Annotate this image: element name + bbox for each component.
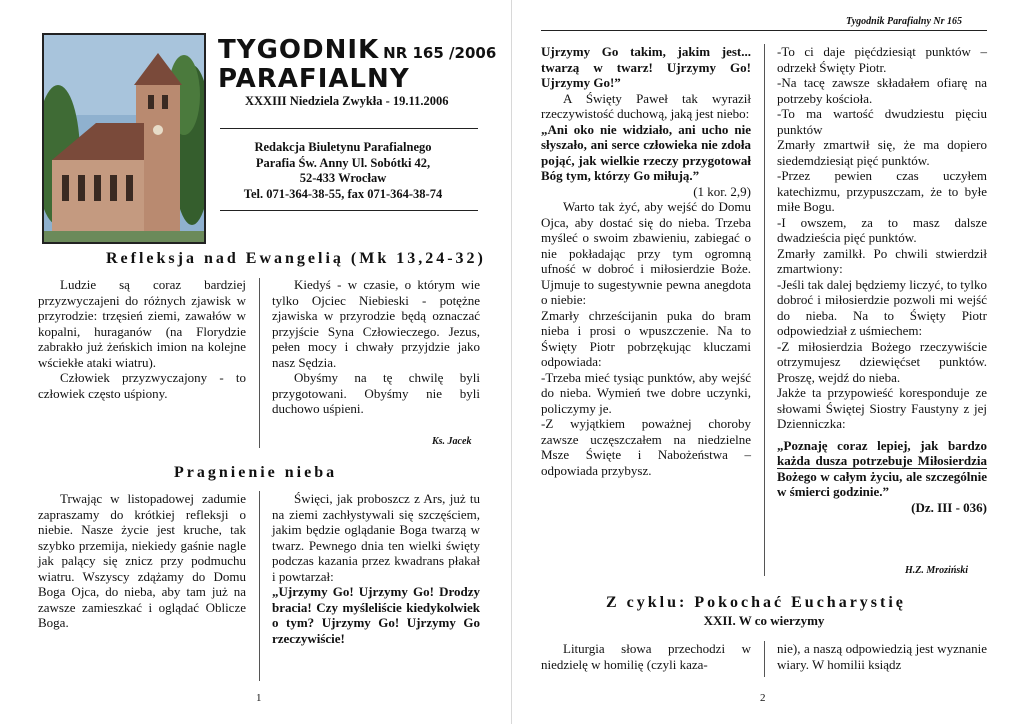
quote-continued: Ujrzymy Go takim, jakim jest... twarzą w twarz! Ujrzymy Go! Ujrzymy Go!”: [541, 44, 751, 90]
rule-bottom: [220, 210, 478, 211]
right-signature: H.Z. Mroziński: [905, 565, 969, 576]
dateline: XXXIII Niedziela Zwykła - 19.11.2006: [245, 94, 449, 108]
paragraph: -Na tacę zawsze składałem ofiarę na potrzeby kościoła.: [777, 75, 987, 106]
paragraph: -Z wyjątkiem poważnej choroby zawsze uczęszczałem na niedzielne Msze Święte i Nabożeństwa – odpowiada przybysz.: [541, 416, 751, 478]
header-rule: [541, 30, 987, 31]
paragraph: -Przez pewien czas uczyłem katechizmu, przypuszczam, że to byłe miłe Bogu.: [777, 168, 987, 214]
paragraph: Kiedyś - w czasie, o którym wie tylko Ojciec Niebieski - potężne zjawiska w przyrodzie będą oznaczać przyjście Syna Człowieczego. Jezus, pełen mocy i chwały przyjdzie jako nasz Sędzia.: [272, 277, 480, 370]
right-col2: [777, 44, 987, 515]
column-divider: [259, 491, 260, 681]
paragraph: Ludzie są coraz bardziej przyzwyczajeni do różnych zjawisk w przyrodzie: trzęsień ziemi, zawałów w kopalni, huraganów (na Florydzie zabrakło już żeńskich imion na kolejne wściekłe ataki wiatru).: [38, 277, 246, 370]
bible-quote: „Ani oko nie widziało, ani ucho nie słyszało, ani serce człowieka nie zdoła pojąć, jak wielkie rzeczy przygotował Bóg tym, którzy Go miłują.”: [541, 121, 751, 183]
article3-subtitle: XXII. W co wierzymy: [703, 613, 825, 628]
column-divider: [764, 641, 765, 677]
bible-reference: (1 kor. 2,9): [693, 183, 751, 199]
faustyna-quote: „Poznaję coraz lepiej, jak bardzo każda dusza potrzebuje Miłosierdzia Bożego w całym życiu, ale szczególnie w śmierci godzinie.”: [777, 437, 987, 499]
page-number-left: 1: [256, 692, 262, 704]
paragraph: Zmarły zamilkł. Po chwili stwierdził zmartwiony:: [777, 245, 987, 276]
paragraph: A Święty Paweł tak wyraził rzeczywistość duchową, jaką jest niebo:: [541, 90, 751, 121]
article2-title: Pragnienie nieba: [174, 464, 338, 481]
masthead-title-line1: TYGODNIK: [218, 35, 380, 65]
church-photo-icon: [44, 35, 204, 242]
article2-col1: [38, 491, 246, 631]
paragraph: Liturgia słowa przechodzi w niedzielę w homilię (czyli kaza-: [541, 641, 751, 672]
page-divider: [511, 0, 512, 724]
editorial-line: 52-433 Wrocław: [299, 171, 387, 185]
quote: „Ujrzymy Go! Ujrzymy Go! Drodzy bracia! Czy myśleliście kiedykolwiek o tym? Ujrzymy Go! Ujrzymy Go rzeczywiście!: [272, 584, 480, 646]
paragraph: -Z miłosierdzia Bożego rzeczywiście otrzymujesz dziewięćset punktów. Proszę, wejdź do nieba.: [777, 338, 987, 385]
editorial-line: Tel. 071-364-38-55, fax 071-364-38-74: [243, 186, 443, 201]
masthead-title: [218, 35, 496, 65]
faustyna-quote-reference: (Dz. III - 036): [911, 499, 987, 515]
paragraph: Człowiek przyzwyczajony - to człowiek często uśpiony.: [38, 370, 246, 401]
paragraph: -I owszem, za to masz dalsze dwadzieścia pięć punktów.: [777, 214, 987, 245]
paragraph: Jakże ta przypowieść koresponduje ze słowami Świętej Siostry Faustyny z jej Dzienniczka:: [777, 385, 987, 431]
column-divider: [764, 44, 765, 576]
editorial-info: [218, 140, 468, 202]
paragraph: nie), a naszą odpowiedzią jest wyznanie wiary. W homilii ksiądz: [777, 641, 987, 672]
paragraph: Obyśmy na tę chwilę byli przygotowani. Obyśmy nie byli duchowo uśpieni.: [272, 370, 480, 416]
editorial-line: Parafia Św. Anny Ul. Sobótki 42,: [255, 155, 431, 170]
column-divider: [259, 278, 260, 448]
running-header: Tygodnik Parafialny Nr 165: [846, 16, 963, 27]
paragraph: Warto tak żyć, aby wejść do Domu Ojca, aby dostać się do nieba. Trzeba myśleć o swoim zbawieniu, zabiegać o nie pokładając przy tym ogromną ufność w dobroć i miłosierdzie Boże. Ujmuje to sugestywnie pewna anegdota o niebie:: [541, 199, 751, 307]
paragraph: Zmarły chrześcijanin puka do bram nieba i prosi o wpuszczenie. Na to Święty Piotr pobrzękując kluczami odpowiada:: [541, 307, 751, 369]
paragraph: -To ci daje pięćdziesiąt punktów – odrzekł Święty Piotr.: [777, 44, 987, 75]
paragraph: Święci, jak proboszcz z Ars, już tu na ziemi zachłystywali się szczęściem, jakim będzie oglądanie Boga twarzą w twarz. Pewnego dnia ten wielki święty podczas kazania przez kwadrans płakał i powtarzał:: [272, 491, 480, 584]
article3-title: Z cyklu: Pokochać Eucharystię: [606, 594, 906, 611]
article1-signature: Ks. Jacek: [432, 436, 472, 447]
paragraph: Zmarły zmartwił się, że ma dopiero siedemdziesiąt pięć punktów.: [777, 137, 987, 168]
issue-number: NR 165 /2006: [383, 44, 497, 62]
church-photo: [42, 33, 206, 244]
article3-col1: [541, 641, 751, 672]
page-number-right: 2: [760, 692, 766, 704]
article1-col1: [38, 277, 246, 401]
rule-top: [220, 128, 478, 129]
quote-rule: [777, 468, 987, 469]
article1-col2: [272, 277, 480, 417]
paragraph: -To ma wartość dwudziestu pięciu punktów: [777, 106, 987, 137]
paragraph: Trwając w listopadowej zadumie zapraszamy do krótkiej refleksji o niebie. Nasze życie jest kruche, tak szybko przemija, niekiedy gaśnie nagle jak palący się znicz przy podmuchu wiatru. Wszyscy zdążamy do Domu Boga Ojca, do nieba, aby tam już na zawsze zamieszkać i oglądać Oblicze Boga.: [38, 491, 246, 630]
paragraph: -Jeśli tak dalej będziemy liczyć, to tylko dobroć i miłosierdzie pozwoli mi wejść do nieba. Na to Święty Piotr odpowiedział z uśmiechem:: [777, 276, 987, 338]
masthead-title-line2: PARAFIALNY: [218, 64, 410, 94]
article1-title: Refleksja nad Ewangelią (Mk 13,24-32): [106, 250, 486, 267]
article3-col2: [777, 641, 987, 672]
article2-col2: [272, 491, 480, 646]
editorial-line: Redakcja Biuletynu Parafialnego: [254, 140, 432, 154]
paragraph: -Trzeba mieć tysiąc punktów, aby wejść do nieba. Wymień twe dobre uczynki, policzymy je.: [541, 369, 751, 416]
right-col1: [541, 44, 751, 478]
